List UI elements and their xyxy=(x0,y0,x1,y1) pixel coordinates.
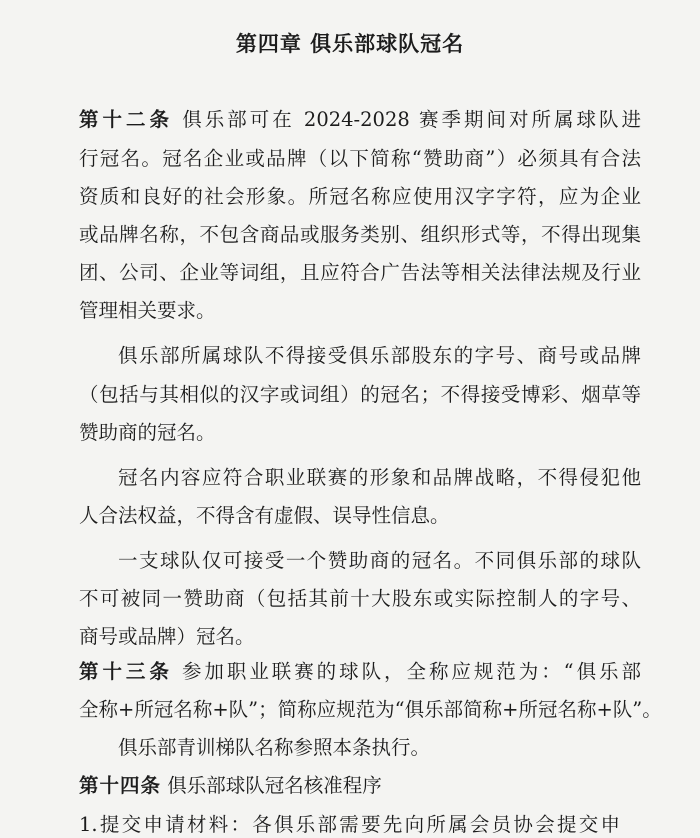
article-13-first-line xyxy=(79,659,641,685)
article-12-text-line: 行冠名。冠名企业或品牌（以下简称“赞助商”）必须具有合法 xyxy=(79,147,641,170)
article-12-text-line: 团、公司、企业等词组，且应符合广告法等相关法律法规及行业 xyxy=(79,261,641,284)
article-12-text-line: 俱乐部可在 2024-2028 赛季期间对所属球队进 xyxy=(182,108,641,131)
article-12-first-line xyxy=(79,107,641,133)
article-13-text-line: 参加职业联赛的球队，全称应规范为：“俱乐部 xyxy=(181,660,641,683)
article-12-text-line: 管理相关要求。 xyxy=(79,299,216,322)
chapter-title: 第四章 俱乐部球队冠名 xyxy=(235,32,465,56)
article-13-para2: 俱乐部青训梯队名称参照本条执行。 xyxy=(118,736,431,759)
para-text: 俱乐部所属球队不得接受俱乐部股东的字号、商号或品牌 xyxy=(118,344,641,367)
article-14-first-line xyxy=(79,773,639,799)
article-12-para3-line: 人合法权益，不得含有虚假、误导性信息。 xyxy=(79,504,450,527)
article-12-label: 第十二条 xyxy=(79,108,174,131)
article-14-label: 第十四条 xyxy=(79,774,162,797)
article-12-para2-line: 赞助商的冠名。 xyxy=(79,421,216,444)
article-12-para2-line xyxy=(79,343,641,369)
article-12-para2-line: （包括与其相似的汉字或词组）的冠名；不得接受博彩、烟草等 xyxy=(79,383,641,406)
article-13-label: 第十三条 xyxy=(79,660,173,683)
article-12-para4-line: 商号或品牌）冠名。 xyxy=(79,625,255,648)
article-12-para3-line: 冠名内容应符合职业联赛的形象和品牌战略，不得侵犯他 xyxy=(118,466,641,489)
article-12-text-line: 资质和良好的社会形象。所冠名称应使用汉字字符，应为企业 xyxy=(79,185,641,208)
article-14-heading: 俱乐部球队冠名核准程序 xyxy=(167,774,382,797)
article-14-item-1: 1.提交申请材料：各俱乐部需要先向所属会员协会提交申 xyxy=(79,813,620,836)
article-12-text-line: 或品牌名称，不包含商品或服务类别、组织形式等，不得出现集 xyxy=(79,223,641,246)
article-12-para4-line: 不可被同一赞助商（包括其前十大股东或实际控制人的字号、 xyxy=(79,587,641,610)
article-13-text-line: 全称+所冠名称+队”；简称应规范为“俱乐部简称+所冠名称+队”。 xyxy=(79,698,662,721)
article-12-para4-line: 一支球队仅可接受一个赞助商的冠名。不同俱乐部的球队 xyxy=(118,549,641,572)
